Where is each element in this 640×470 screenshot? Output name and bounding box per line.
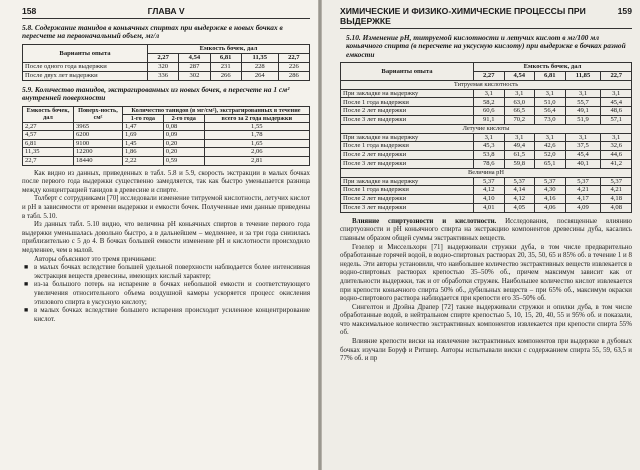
table-cell: После 3 лет выдержки <box>341 116 474 125</box>
table-cell: 320 <box>148 62 179 71</box>
table-row <box>23 139 310 148</box>
table-cell: 4,01 <box>474 203 505 212</box>
table-cell: После 3 лет выдержки <box>341 203 474 212</box>
table-cell: 42,6 <box>535 142 566 151</box>
table-cell: 4,12 <box>504 195 535 204</box>
table-cell: 9100 <box>74 139 123 148</box>
table-cell: 3,1 <box>535 133 566 142</box>
subheading: Влияние спиртуозности и кислотности. <box>352 217 497 225</box>
table-cell: 226 <box>278 62 309 71</box>
table-cell: 70,2 <box>504 116 535 125</box>
table-cell: 65,1 <box>535 159 566 168</box>
paragraph: Сингелтон и Дрэйна Драпер [72] также выдерживали стружки и опилки дуба, в том числе обработанные водой, в нейтральном спирте крепостью 5, 10, 15, 20, 40, 55 и 95% об. и показали, что максимальное количество экстрактивных компонентов извлекается при крепости спирта 55% об. <box>340 303 632 337</box>
left-running-head <box>22 6 310 19</box>
table-cell: 60,6 <box>474 107 505 116</box>
table-cell: 4,17 <box>565 195 601 204</box>
table-cell: 73,0 <box>535 116 566 125</box>
paragraph: Как видно из данных, приведенных в табл. 5.8 и 5.9, скорость экстракции в малых бочках после первого года выдержки существенно замедляется, так как быстро уменьшается разница между концентрацией танидов в древесине и спирте. <box>22 169 310 194</box>
bullet-item <box>22 307 310 324</box>
table-cell: 0,20 <box>163 139 204 148</box>
table-header: 4,54 <box>504 72 535 81</box>
table-cell: 336 <box>148 71 179 80</box>
table-cell: 5,37 <box>474 177 505 186</box>
table-header: 1-го года <box>123 114 164 122</box>
table-header: Количество танидов (в мг/см²), экстрагированных в течение <box>123 106 310 114</box>
bullet-item <box>22 281 310 307</box>
table-cell: 78,6 <box>474 159 505 168</box>
table-row <box>341 195 632 204</box>
table-cell: 1,65 <box>204 139 309 148</box>
table-row <box>23 122 310 131</box>
chapter-title: ХИМИЧЕСКИЕ И ФИЗИКО-ХИМИЧЕСКИЕ ПРОЦЕССЫ ПРИ ВЫДЕРЖКЕ <box>340 6 586 26</box>
table-cell: 11,35 <box>23 148 74 157</box>
table-cell: 1,78 <box>204 131 309 140</box>
table-cell: 0,20 <box>163 148 204 157</box>
table-header: Емкость бочек, дал <box>474 63 632 72</box>
table-cell: После 1 года выдержки <box>341 98 474 107</box>
bullet-icon: ■ <box>24 307 29 315</box>
table-cell: 5,37 <box>601 177 632 186</box>
page-number: 158 <box>22 6 37 16</box>
bullet-icon: ■ <box>24 281 29 289</box>
table-cell: 63,0 <box>504 98 535 107</box>
table-cell: 49,1 <box>565 107 601 116</box>
table-row <box>341 98 632 107</box>
table-cell: После 2 лет выдержки <box>341 107 474 116</box>
bullet-text: в малых бочках вследствие большего испарения происходит усиленное концентрирование кислот. <box>34 307 310 323</box>
table-section-title: Величина pH <box>341 168 632 177</box>
table-cell: 1,45 <box>123 139 164 148</box>
table-cell: 0,59 <box>163 157 204 166</box>
table-cell: 18440 <box>74 157 123 166</box>
table-row <box>341 159 632 168</box>
paragraph: Влияние крепости виски на извлечение экстрактивных компонентов при выдержке в дубовых бочках изучали Боруф и Ритшер. Авторы испытывали виски с содержанием спирта 55, 59, 63,5 и 77% об. и пр <box>340 338 632 363</box>
table-cell: 264 <box>241 71 278 80</box>
table-cell: 4,14 <box>504 186 535 195</box>
table-cell: 52,0 <box>535 151 566 160</box>
table-header: 4,54 <box>179 53 210 62</box>
left-page <box>0 0 318 470</box>
table-cell: 302 <box>179 71 210 80</box>
table-row <box>23 71 310 80</box>
right-page <box>322 0 640 470</box>
table-cell: 3,1 <box>601 89 632 98</box>
paragraph: Из данных табл. 5.10 видно, что величина pH коньячных спиртов в течение первого года выдержки уменьшалась довольно быстро, а в дальнейшем – медленнее, и за три года снизилась приблизительно с 5 до 4. В бочках большей емкости изменение pH и кислотности происходило медленнее, чем в малой. <box>22 221 310 254</box>
table-row <box>23 131 310 140</box>
table-cell: 4,06 <box>535 203 566 212</box>
table-cell: 45,3 <box>474 142 505 151</box>
table-row <box>341 177 632 186</box>
table-section-row <box>341 124 632 133</box>
table-section-row <box>341 80 632 89</box>
table-row <box>341 107 632 116</box>
table-cell: 91,1 <box>474 116 505 125</box>
table-cell: 286 <box>278 71 309 80</box>
table-cell: 0,09 <box>163 131 204 140</box>
table-cell: 4,05 <box>504 203 535 212</box>
table-cell: После 2 лет выдержки <box>341 151 474 160</box>
table-header: Варианты опыта <box>341 63 474 81</box>
table-cell: 4,18 <box>601 195 632 204</box>
table-cell: 0,08 <box>163 122 204 131</box>
table-cell: 1,86 <box>123 148 164 157</box>
table-5-8-caption: 5.8. Содержание танидов в коньячных спиртах при выдержке в новых бочках в пересчете на первоначальный объем, мг/л <box>22 23 283 41</box>
table-cell: 4,21 <box>601 186 632 195</box>
table-cell: При закладке на выдержку <box>341 177 474 186</box>
table-header: всего за 2 года выдержки <box>204 114 309 122</box>
table-cell: 3,1 <box>474 133 505 142</box>
table-row <box>341 142 632 151</box>
table-header: Емкость бочек, дал <box>23 106 74 122</box>
table-cell: После 3 лет выдержки <box>341 159 474 168</box>
table-cell: 53,8 <box>474 151 505 160</box>
table-cell: 4,12 <box>474 186 505 195</box>
table-cell: 1,55 <box>204 122 309 131</box>
table-cell: После двух лет выдержки <box>23 71 148 80</box>
bullet-text: из-за большого потерь на испарение в бочках небольшой емкости и соответствующего увеличения относительного объема воздушной камеры ускоряется процесс окисления этилового спирта в уксусную кислоту; <box>34 281 310 306</box>
table-header: 2-го года <box>163 114 204 122</box>
table-cell: После 1 года выдержки <box>341 142 474 151</box>
table-header: Емкость бочек, дал <box>148 44 310 53</box>
table-row <box>341 133 632 142</box>
left-body-text <box>22 170 310 265</box>
table-cell: 37,5 <box>565 142 601 151</box>
table-row <box>341 203 632 212</box>
table-cell: 4,21 <box>565 186 601 195</box>
table-cell: 2,27 <box>23 122 74 131</box>
table-cell: 3,1 <box>535 89 566 98</box>
table-section-row <box>341 168 632 177</box>
table-5-10-caption: 5.10. Изменение pH, титруемой кислотности и летучих кислот в мг/100 мл коньячного спирта (в пересчете на уксусную кислоту) при выдержке в бочках разной емкости <box>346 33 626 59</box>
table-cell: После одного года выдержки <box>23 62 148 71</box>
table-row <box>23 148 310 157</box>
table-cell: 56,4 <box>535 107 566 116</box>
table-cell: 4,09 <box>565 203 601 212</box>
table-cell: 1,69 <box>123 131 164 140</box>
table-cell: 40,1 <box>565 159 601 168</box>
table-5-8 <box>22 44 310 81</box>
table-cell: 49,4 <box>504 142 535 151</box>
table-cell: 5,37 <box>504 177 535 186</box>
table-cell: 51,9 <box>565 116 601 125</box>
table-cell: 3,1 <box>565 133 601 142</box>
table-row <box>341 151 632 160</box>
table-cell: 3,1 <box>565 89 601 98</box>
table-row <box>341 186 632 195</box>
table-cell: 4,30 <box>535 186 566 195</box>
table-cell: 231 <box>210 62 241 71</box>
table-cell: 48,6 <box>601 107 632 116</box>
table-5-9 <box>22 106 310 166</box>
table-cell: 2,06 <box>204 148 309 157</box>
table-cell: 61,5 <box>504 151 535 160</box>
table-cell: 4,10 <box>474 195 505 204</box>
table-header: 6,81 <box>210 53 241 62</box>
table-cell: 2,81 <box>204 157 309 166</box>
paragraph-text: Исследования, посвященные влиянию спиртуозности и pH коньячного спирта на экстракцию компонентов древесины дуба, касались главным образом общей суммы экстрактивных веществ. <box>340 217 632 242</box>
table-row <box>23 157 310 166</box>
table-cell: 5,37 <box>565 177 601 186</box>
table-cell: 22,7 <box>23 157 74 166</box>
bullet-text: в малых бочках вследствие большей удельной поверхности наблюдается более интенсивная экстракция веществ древесины, имеющих кислый характер; <box>34 264 310 280</box>
right-body-text <box>340 218 632 364</box>
table-cell: После 2 лет выдержки <box>341 195 474 204</box>
table-header: 6,81 <box>535 72 566 81</box>
table-cell: После 1 года выдержки <box>341 186 474 195</box>
table-section-title: Летучие кислоты <box>341 124 632 133</box>
table-header: 2,27 <box>474 72 505 81</box>
table-cell: 59,8 <box>504 159 535 168</box>
table-cell: 3965 <box>74 122 123 131</box>
table-header: Поверх-ность, см² <box>74 106 123 122</box>
table-cell: 3,1 <box>474 89 505 98</box>
table-cell: 45,4 <box>565 151 601 160</box>
paragraph <box>340 218 632 244</box>
table-header: 22,7 <box>278 53 309 62</box>
table-cell: 32,6 <box>601 142 632 151</box>
paragraph: Авторы объясняют это тремя причинами: <box>34 255 157 263</box>
table-cell: 3,1 <box>504 133 535 142</box>
table-5-9-caption: 5.9. Количество танидов, экстрагированных из новых бочек, в пересчете на 1 см² внутренней поверхности <box>22 84 290 103</box>
table-cell: 41,2 <box>601 159 632 168</box>
table-header: Варианты опыта <box>23 44 148 62</box>
table-cell: 4,08 <box>601 203 632 212</box>
table-cell: 4,16 <box>535 195 566 204</box>
table-cell: 266 <box>210 71 241 80</box>
table-header: 22,7 <box>601 72 632 81</box>
table-cell: 2,22 <box>123 157 164 166</box>
table-5-10 <box>340 62 632 213</box>
table-cell: 228 <box>241 62 278 71</box>
table-cell: 1,47 <box>123 122 164 131</box>
table-row <box>341 116 632 125</box>
table-cell: При закладке на выдержку <box>341 133 474 142</box>
table-cell: 66,5 <box>504 107 535 116</box>
table-header: 11,35 <box>241 53 278 62</box>
bullet-item <box>22 264 310 281</box>
table-cell: При закладке на выдержку <box>341 89 474 98</box>
table-cell: 6200 <box>74 131 123 140</box>
table-cell: 45,4 <box>601 98 632 107</box>
table-section-title: Титруемая кислотность <box>341 80 632 89</box>
table-cell: 287 <box>179 62 210 71</box>
table-cell: 5,37 <box>535 177 566 186</box>
paragraph: Гезелер и Миссельхорн [71] выдерживали стружки дуба, в том числе предварительно обработанные горячей водой, в водно-спиртовых растворах 20, 35, 50, 65 и 85% об. в течение 1 и 8 недель. Эти авторы установили, что наибольшее количество экстрактивных веществ извлекается в водно-спиртовых растворах крепостью 35–50% об., причем максимум зависит как от длительности выдержки, так и от обработки стружек. Наибольшее количество кислот извлекается при крепости коньячного спирта 50% об., дубильных веществ – при 65% об., максимум окраски водно-спиртового раствора наблюдается при крепости его 35–50% об. <box>340 243 632 303</box>
table-row <box>23 62 310 71</box>
table-cell: 3,1 <box>504 89 535 98</box>
chapter-title: ГЛАВА V <box>147 6 185 16</box>
table-cell: 55,7 <box>565 98 601 107</box>
page-number: 159 <box>617 6 632 16</box>
table-cell: 6,81 <box>23 139 74 148</box>
table-header: 11,85 <box>565 72 601 81</box>
table-header: 2,27 <box>148 53 179 62</box>
paragraph: Толберт с сотрудниками [70] исследовали изменение титруемой кислотности, летучих кислот и pH в зависимости от времени выдержки и емкости бочек. Полученные ими данные приведены в табл. 5.10. <box>22 195 310 220</box>
right-running-head <box>340 6 632 29</box>
table-cell: 4,57 <box>23 131 74 140</box>
table-cell: 44,6 <box>601 151 632 160</box>
table-cell: 58,2 <box>474 98 505 107</box>
table-cell: 12200 <box>74 148 123 157</box>
table-cell: 51,0 <box>535 98 566 107</box>
table-row <box>341 89 632 98</box>
table-cell: 3,1 <box>601 133 632 142</box>
bullet-icon: ■ <box>24 264 29 272</box>
table-cell: 57,1 <box>601 116 632 125</box>
